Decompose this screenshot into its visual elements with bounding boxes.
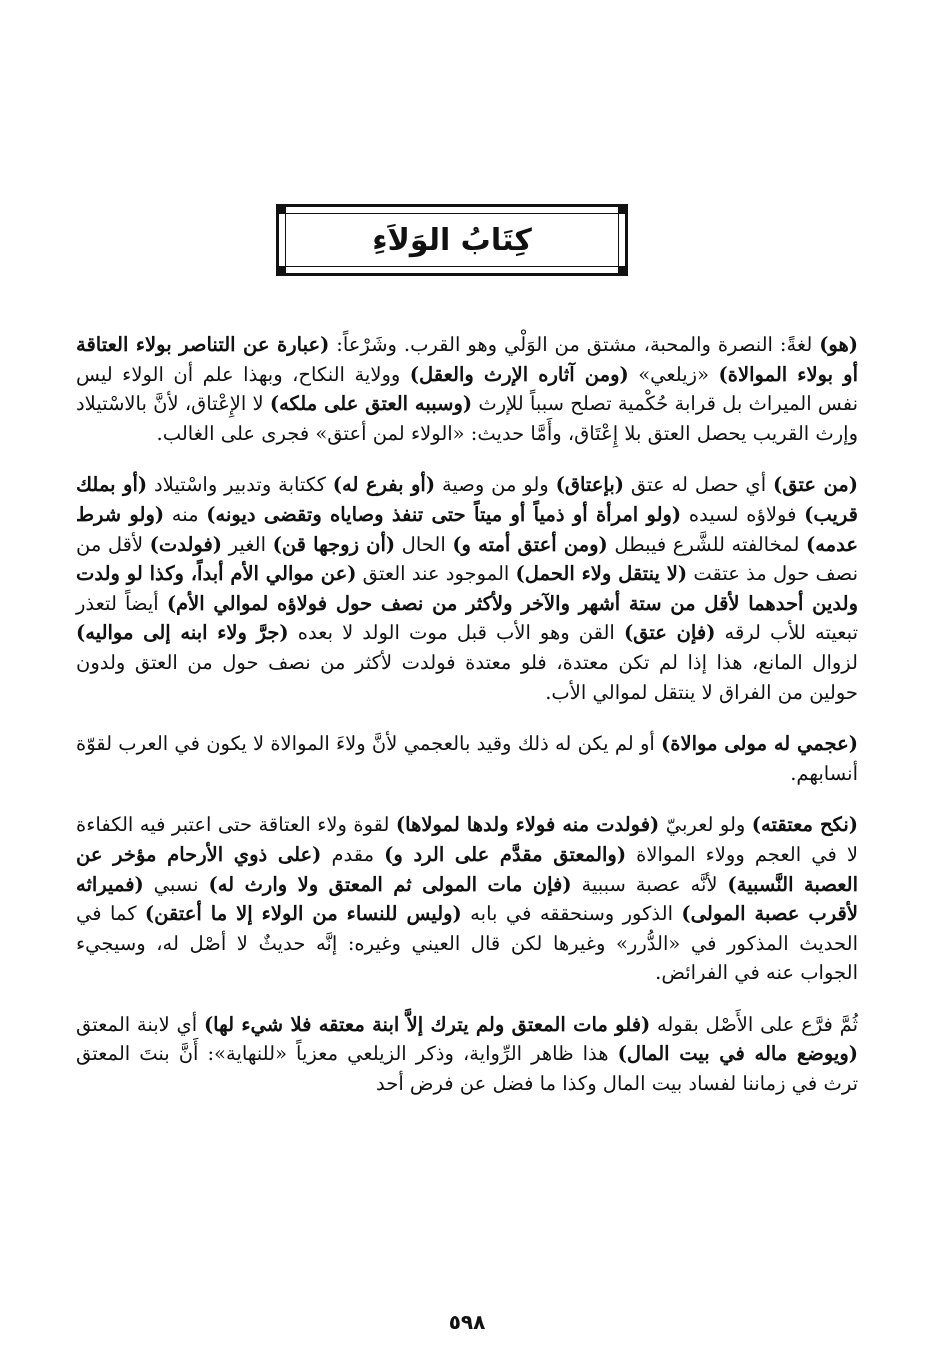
matn-text: (عن موالي الأم أبداً، وكذا لو ولدت ولدين أحدهما لأقل من ستة أشهر والآخر ولأكثر من نصف حول فولاؤه لموالي الأم) — [76, 562, 858, 615]
frame-corner-ornament — [278, 266, 286, 274]
sharh-text: ككتابة وتدبير واسْتيلاد — [147, 473, 333, 497]
matn-text: (أو بملك قريب) — [76, 473, 858, 526]
matn-text: (ولو امرأة أو ذمياً أو ميتاً حتى تنفذ وصاياه وتقضى ديونه) — [206, 502, 682, 526]
matn-text: (ومن آثاره الإرث والعقل) — [409, 362, 629, 386]
body-text — [76, 330, 858, 1121]
matn-text: (فإن مات المولى ثم المعتق ولا وارث له) — [208, 872, 572, 896]
sharh-text: نسبي — [143, 872, 209, 896]
sharh-text: الذكور وسنحققه في بابه — [461, 902, 682, 926]
sharh-text: أي لابنة المعتق — [76, 1012, 204, 1036]
sharh-text: ثُمَّ فرَّع على الأَصْل بقوله — [650, 1012, 858, 1036]
chapter-title-frame — [276, 204, 628, 276]
sharh-text: الغير — [222, 532, 273, 556]
frame-corner-ornament — [618, 266, 626, 274]
matn-text: (والمعتق مقدَّم على الرد و) — [384, 842, 627, 866]
frame-corner-ornament — [618, 206, 626, 214]
matn-text: (بإعتاق) — [555, 473, 625, 497]
matn-text: (عجمي له مولى موالاة) — [661, 732, 858, 756]
sharh-text: لقوة ولاء العتاقة حتى اعتبر فيه الكفاءة لا في العجم وولاء الموالاة — [76, 813, 858, 866]
matn-text: (ومن أعتق أمته و) — [452, 532, 608, 556]
matn-text: (جرَّ ولاء ابنه إلى مواليه) — [76, 621, 289, 645]
paragraph — [76, 1010, 858, 1099]
paragraph — [76, 729, 858, 788]
matn-text: (على ذوي الأرحام مؤخر عن العصبة النَّسبية) — [76, 842, 858, 896]
sharh-text: هذا ظاهر الرِّواية، وذكر الزيلعي معزياً «للنهاية»: أَنَّ بنتَ المعتق ترث في زماننا لفساد بيت المال وكذا ما فضل عن فرض أحد — [76, 1042, 858, 1096]
matn-text: (فولدت منه فولاء ولدها لمولاها) — [395, 813, 660, 837]
matn-text: (وليس للنساء من الولاء إلا ما أعتقن) — [144, 902, 462, 926]
sharh-text: ولو لعربيّ — [659, 813, 752, 837]
matn-text: (ويوضع ماله في بيت المال) — [617, 1042, 858, 1066]
sharh-text: فولاؤه لسيده — [681, 502, 805, 526]
matn-text: (فميراثه لأقرب عصبة المولى) — [76, 872, 858, 926]
paragraph — [76, 330, 858, 448]
matn-text: (فولدت) — [149, 532, 223, 556]
sharh-text: لأنَّه عصبة سببية — [571, 872, 728, 896]
matn-text: (من عتق) — [772, 473, 858, 497]
sharh-text: أيضاً لتعذر تبعيته للأب لرقه — [76, 591, 858, 645]
sharh-text: أي حصل له عتق — [624, 473, 773, 497]
sharh-text: منه — [164, 502, 207, 526]
matn-text: (أو بفرع له) — [332, 473, 436, 497]
sharh-text: لمخالفته للشَّرع فيبطل — [607, 532, 806, 556]
sharh-text: الحال — [395, 532, 453, 556]
sharh-text: مقدم — [321, 842, 385, 866]
chapter-title-inner-border — [285, 213, 619, 267]
matn-text: (هو) — [819, 333, 858, 356]
matn-text: (فإن عتق) — [623, 621, 716, 645]
sharh-text: كما في الحديث المذكور في «الدُّرر» وغيرها لكن قال العيني وغيره: إنَّه حديثٌ لا أصْل له، وسيجيء الجواب عنه في الفرائض. — [76, 902, 858, 985]
sharh-text: لزوال المانع، هذا إذا لم تكن معتدة، فلو معتدة فولدت لأكثر من نصف حول من العتق ولدون حولين من الفراق لا ينتقل لموالي الأب. — [76, 650, 858, 704]
sharh-text: لا الإِعْتاق، لأنَّ بالاسْتيلاد وإرث القريب يحصل العتق بلا إِعْتَاق، وأَمَّا حديث: «الولاء لمن أعتق» فجرى على الغالب. — [76, 392, 858, 445]
paragraph — [76, 810, 858, 988]
matn-text: (لا ينتقل ولاء الحمل) — [515, 562, 688, 586]
sharh-text: «زيلعي» — [628, 362, 719, 386]
matn-text: (وسببه العتق على ملكه) — [269, 392, 473, 416]
sharh-text: ولو من وصية — [435, 473, 556, 497]
matn-text: (نكح معتقته) — [751, 813, 858, 837]
sharh-text: وولاية النكاح، وبهذا علم أن الولاء ليس نفس الميراث بل قرابة حُكْمية تصلح سبباً للإرث — [76, 362, 858, 416]
matn-text: (أن زوجها قن) — [272, 532, 396, 556]
matn-text: (عبارة عن التناصر بولاء العتاقة أو بولاء الموالاة) — [76, 333, 858, 386]
sharh-text: الموجود عند العتق — [356, 562, 516, 586]
chapter-title: كِتَابُ الوَلاَءِ — [372, 222, 532, 258]
sharh-text: أو لم يكن له ذلك وقيد بالعجمي لأنَّ ولاءَ الموالاة لا يكون في العرب لقوّة أنسابهم. — [76, 732, 858, 785]
paragraph — [76, 470, 858, 707]
sharh-text: القن وهو الأب قبل موت الولد لا بعده — [288, 621, 624, 645]
sharh-text: لأقل من نصف حول مذ عتقت — [76, 532, 859, 586]
sharh-text: لغةً: النصرة والمحبة، مشتق من الوَلْي وهو القرب. وشَرْعاً: — [329, 333, 820, 356]
page-number: ٥٩٨ — [448, 1310, 486, 1334]
matn-text: (ولو شرط عدمه) — [76, 502, 858, 556]
matn-text: (فلو مات المعتق ولم يترك إلاَّ ابنة معتقه فلا شيء لها) — [203, 1012, 651, 1036]
